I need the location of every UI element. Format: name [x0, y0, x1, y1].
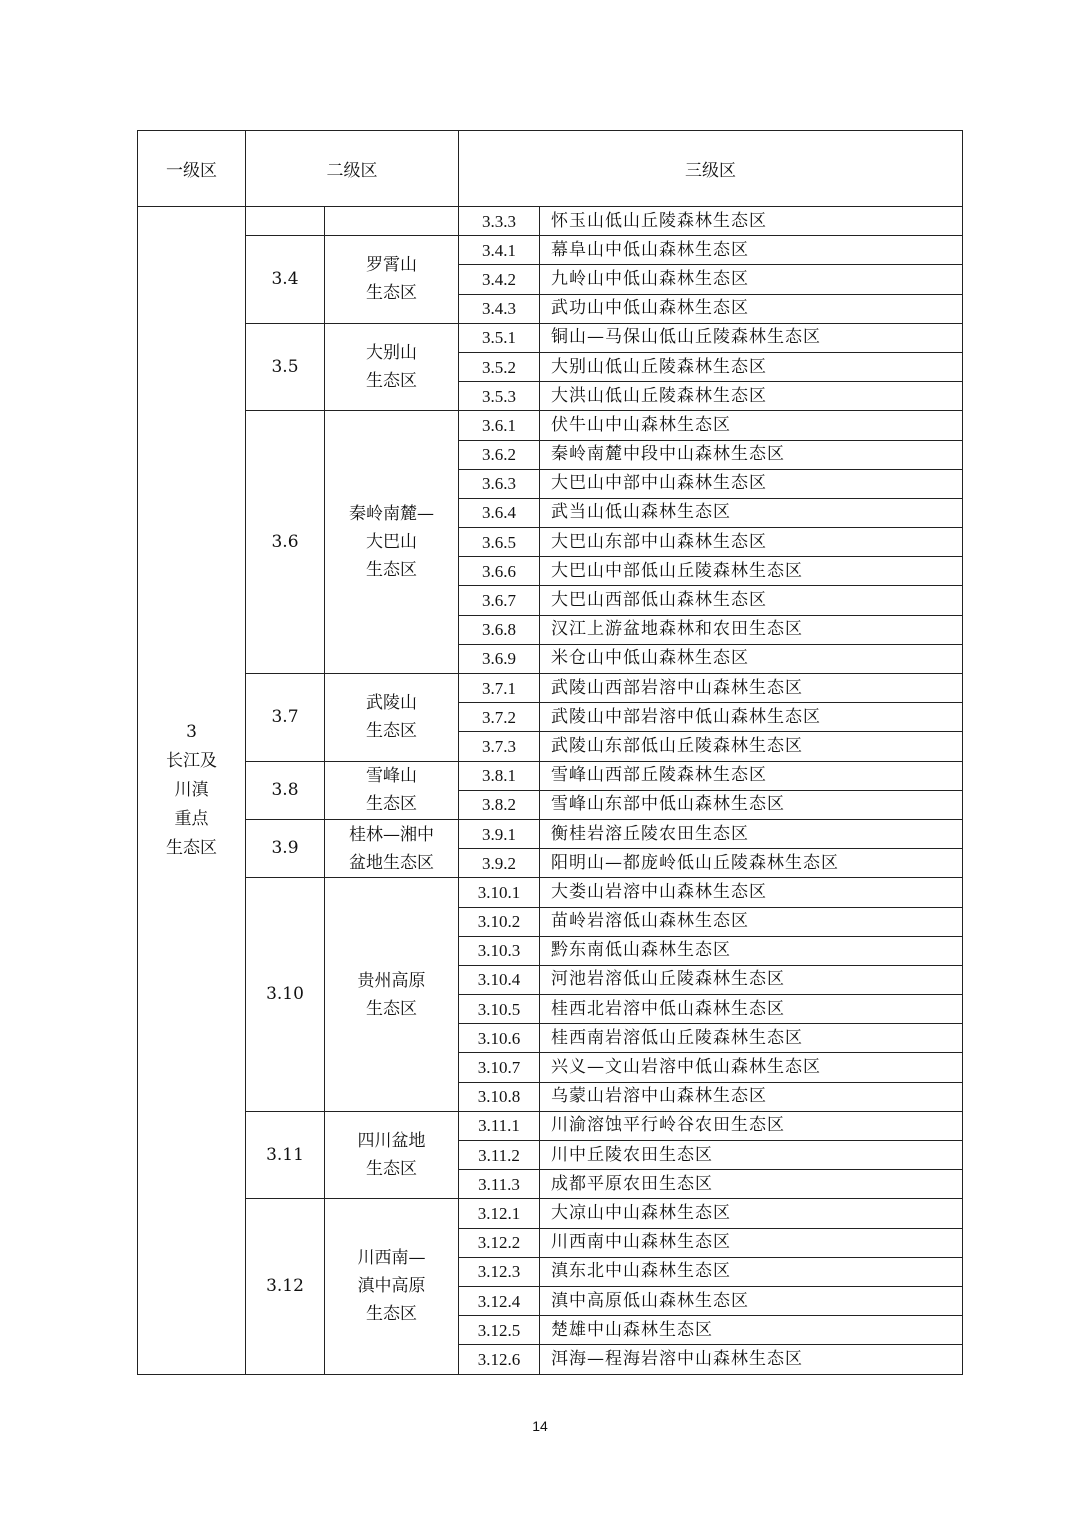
level3-name: 衡桂岩溶丘陵农田生态区 — [540, 819, 963, 848]
level3-code: 3.12.5 — [459, 1316, 540, 1345]
table-row — [138, 236, 963, 265]
level3-code: 3.12.6 — [459, 1345, 540, 1374]
level3-code: 3.6.3 — [459, 469, 540, 498]
level3-name: 武陵山东部低山丘陵森林生态区 — [540, 732, 963, 761]
level3-name: 武功山中低山森林生态区 — [540, 294, 963, 323]
level3-name: 武陵山西部岩溶中山森林生态区 — [540, 674, 963, 703]
level3-name: 阳明山—都庞岭低山丘陵森林生态区 — [540, 849, 963, 878]
level2-number: 3.11 — [246, 1111, 325, 1199]
level2-name: 贵州高原 生态区 — [325, 878, 459, 1112]
level3-code: 3.6.2 — [459, 440, 540, 469]
level3-code: 3.12.3 — [459, 1257, 540, 1286]
level3-name: 铜山—马保山低山丘陵森林生态区 — [540, 323, 963, 352]
level3-name: 苗岭岩溶低山森林生态区 — [540, 907, 963, 936]
level3-name: 大巴山西部低山森林生态区 — [540, 586, 963, 615]
level3-name: 怀玉山低山丘陵森林生态区 — [540, 207, 963, 236]
level3-name: 雪峰山西部丘陵森林生态区 — [540, 761, 963, 790]
header-level1: 一级区 — [138, 131, 246, 207]
level3-name: 桂西南岩溶低山丘陵森林生态区 — [540, 1024, 963, 1053]
level2-number: 3.5 — [246, 323, 325, 411]
table-row — [138, 1111, 963, 1140]
level3-code: 3.6.9 — [459, 644, 540, 673]
level2-name: 川西南— 滇中高原 生态区 — [325, 1199, 459, 1374]
level3-name: 大凉山中山森林生态区 — [540, 1199, 963, 1228]
level1-number: 3 — [186, 721, 197, 742]
level3-name: 武陵山中部岩溶中低山森林生态区 — [540, 703, 963, 732]
level3-name: 乌蒙山岩溶中山森林生态区 — [540, 1082, 963, 1111]
level3-name: 秦岭南麓中段中山森林生态区 — [540, 440, 963, 469]
level3-code: 3.6.6 — [459, 557, 540, 586]
table-row — [138, 411, 963, 440]
level3-code: 3.11.1 — [459, 1111, 540, 1140]
table-row — [138, 878, 963, 907]
level3-code: 3.9.2 — [459, 849, 540, 878]
level3-code: 3.10.8 — [459, 1082, 540, 1111]
level3-name: 大别山低山丘陵森林生态区 — [540, 352, 963, 381]
table-body — [138, 207, 963, 1375]
level3-code: 3.7.2 — [459, 703, 540, 732]
level3-name: 川中丘陵农田生态区 — [540, 1141, 963, 1170]
level3-code: 3.10.4 — [459, 965, 540, 994]
level3-name: 武当山低山森林生态区 — [540, 498, 963, 527]
level1-cell — [138, 207, 246, 1375]
table-row — [138, 323, 963, 352]
level3-name: 滇东北中山森林生态区 — [540, 1257, 963, 1286]
level3-code: 3.4.2 — [459, 265, 540, 294]
level3-code: 3.10.7 — [459, 1053, 540, 1082]
level3-code: 3.12.2 — [459, 1228, 540, 1257]
level3-name: 大娄山岩溶中山森林生态区 — [540, 878, 963, 907]
table-header-row — [138, 131, 963, 207]
level2-name: 雪峰山 生态区 — [325, 761, 459, 819]
level3-name: 楚雄中山森林生态区 — [540, 1316, 963, 1345]
level3-code: 3.8.1 — [459, 761, 540, 790]
level3-name: 大巴山中部中山森林生态区 — [540, 469, 963, 498]
level3-code: 3.12.1 — [459, 1199, 540, 1228]
level3-name: 黔东南低山森林生态区 — [540, 936, 963, 965]
table-row — [138, 674, 963, 703]
level3-code: 3.11.3 — [459, 1170, 540, 1199]
level3-name: 大洪山低山丘陵森林生态区 — [540, 382, 963, 411]
level3-code: 3.4.1 — [459, 236, 540, 265]
level3-name: 大巴山中部低山丘陵森林生态区 — [540, 557, 963, 586]
level3-code: 3.10.2 — [459, 907, 540, 936]
level3-name: 成都平原农田生态区 — [540, 1170, 963, 1199]
header-level2: 二级区 — [246, 131, 459, 207]
ecological-zone-table — [137, 130, 963, 1375]
level3-code: 3.6.1 — [459, 411, 540, 440]
level1-name: 长江及 川滇 重点 生态区 — [166, 750, 217, 858]
level3-name: 川渝溶蚀平行岭谷农田生态区 — [540, 1111, 963, 1140]
level3-name: 米仓山中低山森林生态区 — [540, 644, 963, 673]
level3-code: 3.6.4 — [459, 498, 540, 527]
page-number: 14 — [532, 1418, 548, 1434]
level2-number: 3.9 — [246, 819, 325, 877]
level3-code: 3.10.5 — [459, 995, 540, 1024]
level3-code: 3.10.6 — [459, 1024, 540, 1053]
level3-code: 3.5.3 — [459, 382, 540, 411]
level3-code: 3.10.3 — [459, 936, 540, 965]
level3-code: 3.7.1 — [459, 674, 540, 703]
level2-number: 3.8 — [246, 761, 325, 819]
level3-name: 兴义—文山岩溶中低山森林生态区 — [540, 1053, 963, 1082]
level3-name: 大巴山东部中山森林生态区 — [540, 528, 963, 557]
level2-number: 3.12 — [246, 1199, 325, 1374]
level2-name: 桂林—湘中 盆地生态区 — [325, 819, 459, 877]
table-row — [138, 819, 963, 848]
level2-number: 3.7 — [246, 674, 325, 762]
table-row — [138, 1199, 963, 1228]
level3-name: 滇中高原低山森林生态区 — [540, 1286, 963, 1315]
level3-code: 3.7.3 — [459, 732, 540, 761]
level2-name: 秦岭南麓— 大巴山 生态区 — [325, 411, 459, 674]
level3-name: 幕阜山中低山森林生态区 — [540, 236, 963, 265]
level2-number: 3.10 — [246, 878, 325, 1112]
level3-name: 河池岩溶低山丘陵森林生态区 — [540, 965, 963, 994]
level2-name: 大别山 生态区 — [325, 323, 459, 411]
level3-name: 洱海—程海岩溶中山森林生态区 — [540, 1345, 963, 1374]
level3-name: 桂西北岩溶中低山森林生态区 — [540, 995, 963, 1024]
level2-name: 四川盆地 生态区 — [325, 1111, 459, 1199]
level3-name: 川西南中山森林生态区 — [540, 1228, 963, 1257]
level3-code: 3.5.1 — [459, 323, 540, 352]
level3-name: 九岭山中低山森林生态区 — [540, 265, 963, 294]
table-row — [138, 207, 963, 236]
level3-name: 汉江上游盆地森林和农田生态区 — [540, 615, 963, 644]
level3-code: 3.6.7 — [459, 586, 540, 615]
level3-name: 伏牛山中山森林生态区 — [540, 411, 963, 440]
level2-name: 罗霄山 生态区 — [325, 236, 459, 324]
level2-number: 3.4 — [246, 236, 325, 324]
level2-number: 3.6 — [246, 411, 325, 674]
level3-code: 3.5.2 — [459, 352, 540, 381]
level3-code: 3.6.5 — [459, 528, 540, 557]
header-level3: 三级区 — [459, 131, 963, 207]
level3-code: 3.10.1 — [459, 878, 540, 907]
level2-name — [325, 207, 459, 236]
level3-code: 3.11.2 — [459, 1141, 540, 1170]
level2-name: 武陵山 生态区 — [325, 674, 459, 762]
level3-code: 3.12.4 — [459, 1286, 540, 1315]
level3-code: 3.4.3 — [459, 294, 540, 323]
level3-code: 3.8.2 — [459, 790, 540, 819]
level2-number — [246, 207, 325, 236]
level3-code: 3.6.8 — [459, 615, 540, 644]
level3-code: 3.9.1 — [459, 819, 540, 848]
table-row — [138, 761, 963, 790]
level3-code: 3.3.3 — [459, 207, 540, 236]
level3-name: 雪峰山东部中低山森林生态区 — [540, 790, 963, 819]
